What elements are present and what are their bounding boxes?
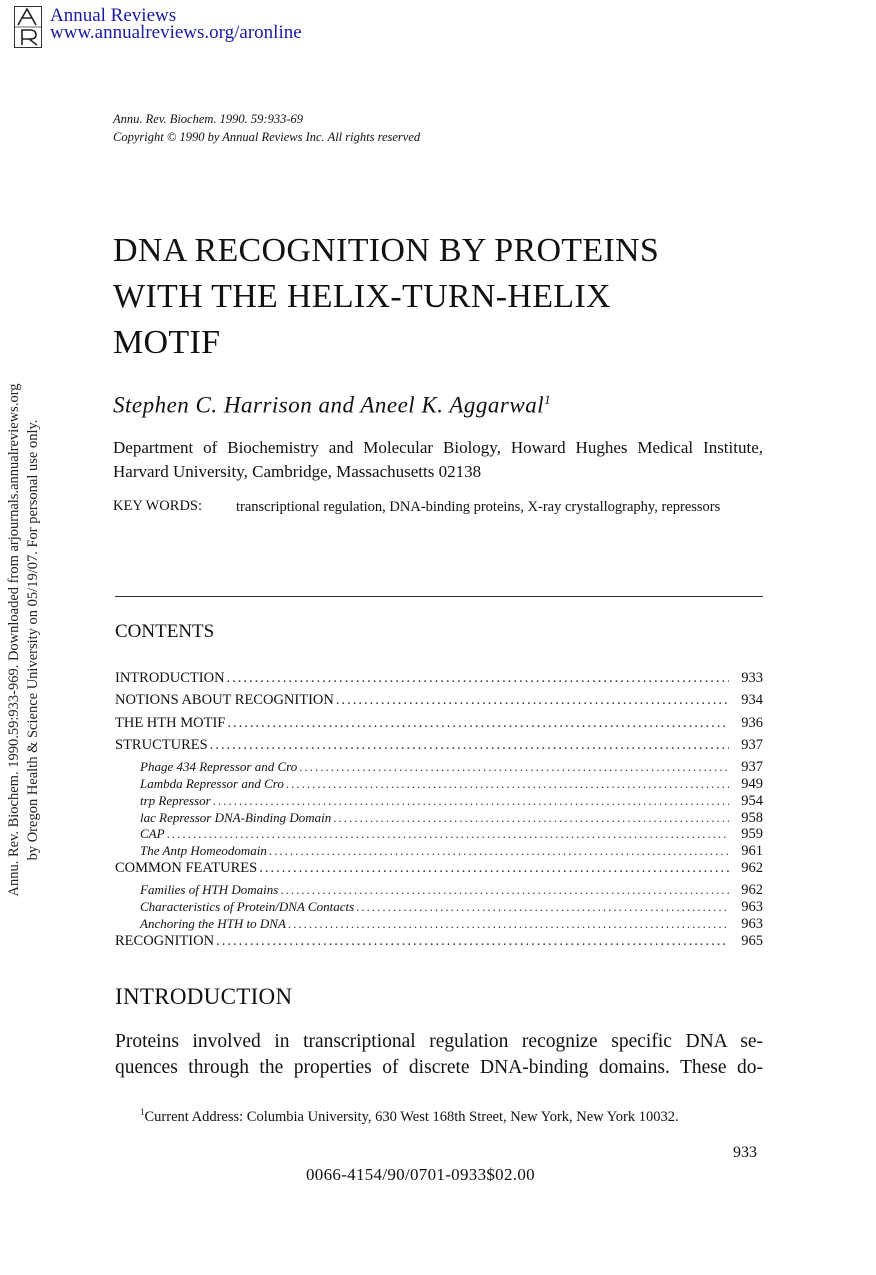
author-line bbox=[113, 392, 551, 419]
publisher-url-link[interactable]: www.annualreviews.org/aronline bbox=[50, 22, 302, 43]
toc-leader bbox=[210, 737, 729, 754]
toc-leader bbox=[333, 810, 729, 826]
toc-entry-page: 933 bbox=[741, 670, 763, 686]
toc-entry-label: INTRODUCTION bbox=[115, 670, 225, 686]
author-footnote-mark: 1 bbox=[544, 392, 552, 407]
toc-entry-page: 937 bbox=[741, 736, 763, 753]
toc-entry-page: 965 bbox=[741, 932, 763, 949]
toc-entry-label: Families of HTH Domains bbox=[140, 882, 279, 898]
toc-entry-page: 954 bbox=[741, 792, 763, 809]
title-line-3: MOTIF bbox=[113, 324, 221, 361]
toc-entry-label: CAP bbox=[140, 826, 165, 842]
toc-entry-label: THE HTH MOTIF bbox=[115, 714, 226, 731]
toc-leader bbox=[259, 860, 729, 877]
toc-subentry[interactable] bbox=[115, 793, 763, 810]
title-line-1: DNA RECOGNITION BY PROTEINS bbox=[113, 232, 660, 269]
contents-heading: CONTENTS bbox=[115, 621, 215, 642]
toc-entry[interactable] bbox=[115, 692, 763, 714]
footnote-text: Current Address: Columbia University, 630 West 168th Street, New York, New York 10032. bbox=[144, 1108, 679, 1125]
keywords-label: KEY WORDS: bbox=[113, 498, 203, 514]
introduction-heading: INTRODUCTION bbox=[115, 984, 293, 1009]
toc-entry-page: 949 bbox=[741, 775, 763, 792]
toc-entry-label: COMMON FEATURES bbox=[115, 859, 258, 876]
toc-leader bbox=[280, 882, 729, 898]
toc-subentry[interactable] bbox=[115, 899, 763, 916]
toc-leader bbox=[336, 692, 729, 709]
toc-entry-page: 961 bbox=[741, 843, 763, 860]
toc-subentry[interactable] bbox=[115, 882, 763, 899]
toc-subentry[interactable] bbox=[115, 810, 763, 827]
toc-entry-label: Characteristics of Protein/DNA Contacts bbox=[140, 899, 355, 915]
affiliation: Department of Biochemistry and Molecular Biology, Howard Hughes Medical Institute, Harvard University, Cambridge, Massachusetts 02138 bbox=[113, 438, 763, 481]
section-divider bbox=[115, 596, 763, 597]
toc-entry-page: 962 bbox=[741, 859, 763, 876]
toc-entry-page: 934 bbox=[741, 692, 763, 709]
introduction-paragraph bbox=[115, 1029, 763, 1081]
toc-entry[interactable] bbox=[115, 933, 763, 955]
toc-entry[interactable] bbox=[115, 670, 763, 692]
toc-entry-label: STRUCTURES bbox=[115, 736, 208, 753]
download-watermark bbox=[5, 275, 45, 1005]
toc-leader bbox=[356, 899, 729, 915]
toc-entry-page: 937 bbox=[741, 759, 763, 776]
footnote-mark: 1 bbox=[140, 1107, 145, 1117]
toc-leader bbox=[227, 670, 729, 687]
toc-entry-label: The Antp Homeodomain bbox=[140, 843, 267, 859]
toc-subentry[interactable] bbox=[115, 843, 763, 860]
toc-entry-label: NOTIONS ABOUT RECOGNITION bbox=[115, 692, 334, 709]
toc-entry-page: 963 bbox=[741, 915, 763, 932]
toc-entry-page: 958 bbox=[741, 809, 763, 826]
toc-entry-label: trp Repressor bbox=[140, 792, 211, 808]
author-names: Stephen C. Harrison and Aneel K. Aggarwal bbox=[113, 392, 545, 418]
toc-subentry[interactable] bbox=[115, 916, 763, 933]
introduction-line-2: quences through the properties of discrete DNA-binding domains. These do- bbox=[115, 1057, 763, 1078]
toc-entry-label: Lambda Repressor and Cro bbox=[140, 775, 284, 791]
toc-entry-label: Phage 434 Repressor and Cro bbox=[140, 759, 298, 775]
toc-entry-page: 963 bbox=[741, 899, 763, 916]
price-code: 0066-4154/90/0701-0933$02.00 bbox=[306, 1165, 535, 1184]
toc-subentry[interactable] bbox=[115, 826, 763, 843]
citation-journal: Annu. Rev. Biochem. 1990. 59:933-69 bbox=[113, 112, 303, 126]
toc-leader bbox=[167, 826, 729, 842]
toc-entry-label: Anchoring the HTH to DNA bbox=[140, 915, 286, 931]
watermark-line-2: by Oregon Health & Science University on 05/19/07. For personal use only. bbox=[25, 419, 41, 861]
toc-entry-label: RECOGNITION bbox=[115, 932, 215, 949]
publisher-name-link[interactable]: Annual Reviews bbox=[50, 5, 177, 26]
toc-entry-label: lac Repressor DNA-Binding Domain bbox=[140, 809, 332, 825]
toc-leader bbox=[213, 793, 729, 809]
keywords-text: transcriptional regulation, DNA-binding proteins, X-ray crystallography, repressors bbox=[236, 499, 721, 515]
table-of-contents bbox=[115, 670, 763, 955]
article-title bbox=[113, 228, 793, 366]
page-number: 933 bbox=[733, 1144, 757, 1161]
toc-leader bbox=[286, 776, 729, 792]
toc-entry[interactable] bbox=[115, 737, 763, 759]
footnote bbox=[140, 1107, 679, 1126]
toc-entry-page: 936 bbox=[741, 714, 763, 731]
introduction-line-1: Proteins involved in transcriptional regulation recognize specific DNA se- bbox=[115, 1031, 763, 1052]
toc-leader bbox=[288, 916, 729, 932]
title-line-2: WITH THE HELIX-TURN-HELIX bbox=[113, 278, 611, 315]
citation-block bbox=[113, 110, 420, 146]
toc-leader bbox=[299, 759, 729, 775]
toc-entry-page: 959 bbox=[741, 826, 763, 843]
toc-entry[interactable] bbox=[115, 715, 763, 737]
toc-entry[interactable] bbox=[115, 860, 763, 882]
annual-reviews-logo-icon bbox=[14, 6, 42, 48]
toc-leader bbox=[227, 715, 729, 732]
citation-copyright: Copyright © 1990 by Annual Reviews Inc. All rights reserved bbox=[113, 130, 421, 144]
toc-leader bbox=[216, 933, 729, 950]
toc-leader bbox=[269, 843, 729, 859]
toc-entry-page: 962 bbox=[741, 882, 763, 899]
toc-subentry[interactable] bbox=[115, 759, 763, 776]
watermark-line-1: Annu. Rev. Biochem. 1990.59:933-969. Downloaded from arjournals.annualreviews.org bbox=[6, 383, 22, 897]
toc-subentry[interactable] bbox=[115, 776, 763, 793]
